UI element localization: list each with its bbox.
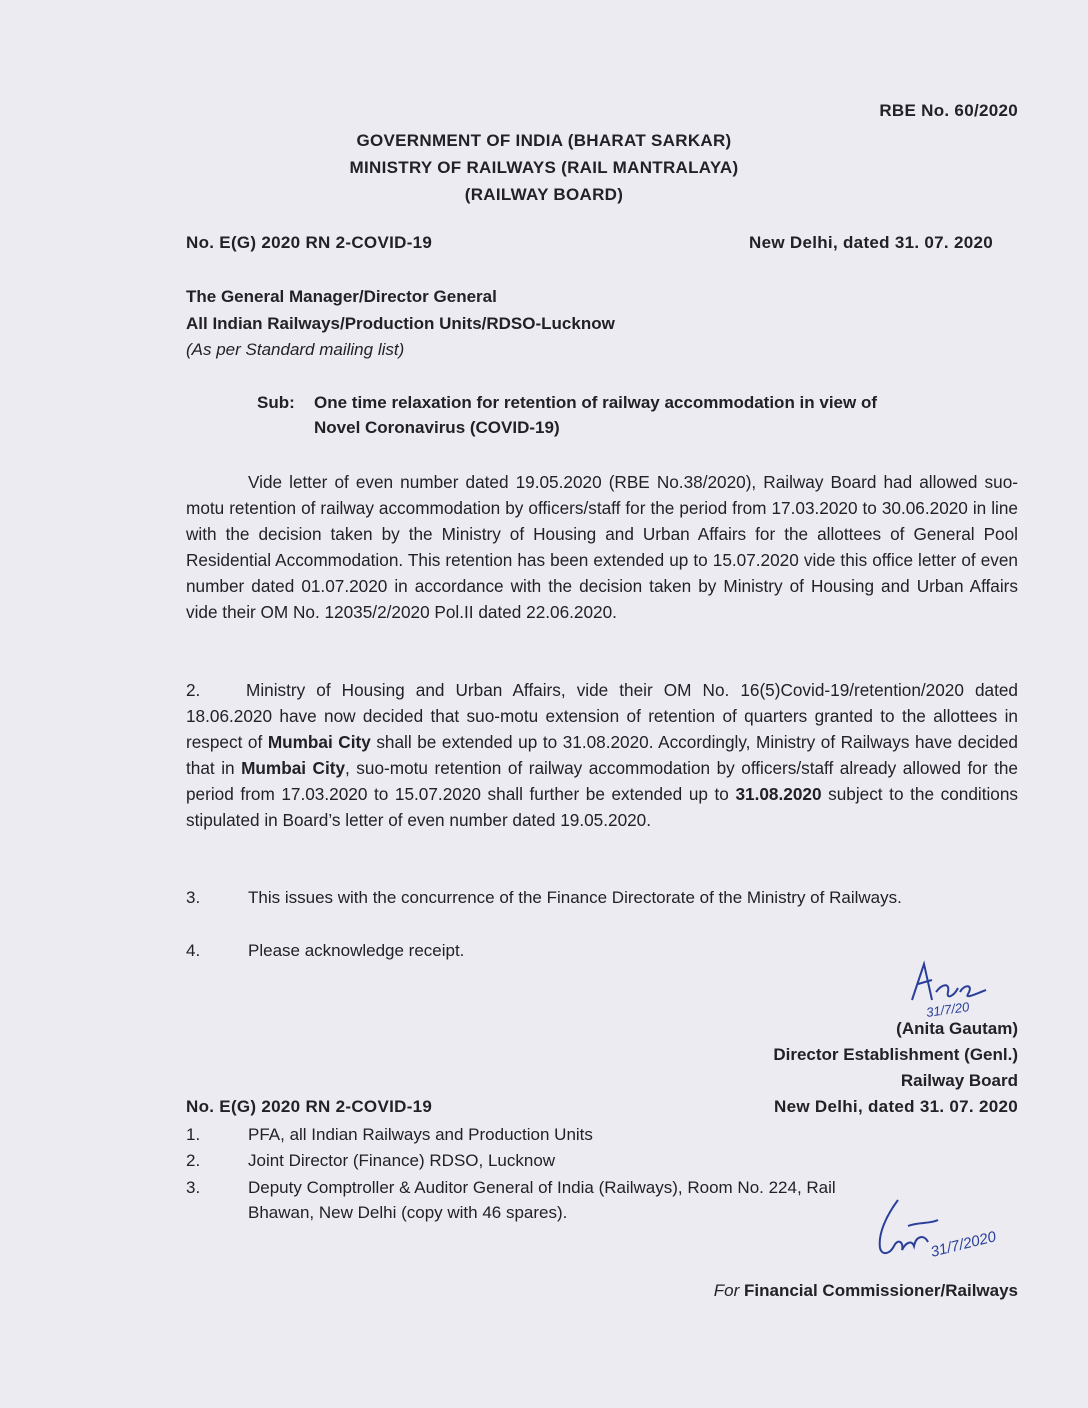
paragraph-2-number: 2. (186, 680, 201, 700)
paragraph-4-number: 4. (186, 941, 201, 960)
signatory-name: (Anita Gautam) (896, 1019, 1018, 1038)
copy-item-number: 3. (186, 1178, 201, 1197)
footer-for: For (713, 1281, 740, 1300)
header-ministry: MINISTRY OF RAILWAYS (RAIL MANTRALAYA) (349, 158, 739, 177)
rbe-number: RBE No. 60/2020 (879, 101, 1018, 120)
header-board: (RAILWAY BOARD) (464, 185, 624, 204)
paragraph-4: Please acknowledge receipt. (248, 941, 465, 960)
subject-line-2: Novel Coronavirus (COVID-19) (314, 418, 560, 437)
addressee-line-2: All Indian Railways/Production Units/RDSO-Lucknow (186, 314, 615, 333)
footer-signatory (714, 1281, 1018, 1301)
copy-item-number: 2. (186, 1151, 201, 1170)
copy-reference-date: New Delhi, dated 31. 07. 2020 (774, 1097, 1018, 1116)
addressee-line-1: The General Manager/Director General (186, 287, 497, 306)
subject-label: Sub: (257, 393, 295, 412)
reference-number: No. E(G) 2020 RN 2-COVID-19 (186, 233, 433, 252)
reference-date: New Delhi, dated 31. 07. 2020 (749, 233, 993, 252)
signatory-designation: Director Establishment (Genl.) (773, 1045, 1018, 1064)
paragraph-3: This issues with the concurrence of the Finance Directorate of the Ministry of Railways. (248, 888, 902, 907)
header-government: GOVERNMENT OF INDIA (BHARAT SARKAR) (356, 131, 732, 150)
copy-item-continuation: Bhawan, New Delhi (copy with 46 spares). (248, 1203, 568, 1222)
signatory-office: Railway Board (900, 1071, 1018, 1090)
paragraph-3-number: 3. (186, 888, 201, 907)
subject-line-1: One time relaxation for retention of railway accommodation in view of (314, 393, 878, 412)
copy-item: PFA, all Indian Railways and Production Units (248, 1125, 593, 1144)
copy-item-number: 1. (186, 1125, 201, 1144)
signature-date: 31/7/20 (925, 999, 971, 1020)
addressee-line-3: (As per Standard mailing list) (186, 340, 405, 359)
copy-item: Joint Director (Finance) RDSO, Lucknow (248, 1151, 556, 1170)
copy-item: Deputy Comptroller & Auditor General of India (Railways), Room No. 224, Rail (248, 1178, 836, 1197)
footer-designation: Financial Commissioner/Railways (744, 1281, 1018, 1300)
copy-reference-number: No. E(G) 2020 RN 2-COVID-19 (186, 1097, 433, 1116)
initials-date: 31/7/2020 (928, 1228, 998, 1261)
paragraph-1: Vide letter of even number dated 19.05.2020 (RBE No.38/2020), Railway Board had allowed suo-motu retention of railway accommodation by officers/staff for the period from 17.03.2020 to 30.06.2020 in line with the decision taken by the Ministry of Housing and Urban Affairs for the allottees of General Pool Residential Accommodation. This retention has been extended up to 15.07.2020 vide this office letter of even number dated 01.07.2020 in accordance with the decision taken by Ministry of Housing and Urban Affairs vide their OM No. 12035/2/2020 Pol.II dated 22.06.2020. (186, 472, 1018, 622)
paragraph-2: 2. Ministry of Housing and Urban Affairs, vide their OM No. 16(5)Covid-19/retention/2020 dated 18.06.2020 have now decided that suo-motu extension of retention of quarters granted to the allottees in respect of Mumbai City shall be extended up to 31.08.2020. Accordingly, Ministry of Railways have decided that in Mumbai City, suo-motu retention of railway accommodation by officers/staff already allowed for the period from 17.03.2020 to 15.07.2020 shall further be extended up to 31.08.2020 subject to the conditions stipulated in Board’s letter of even number dated 19.05.2020. (186, 677, 1018, 833)
